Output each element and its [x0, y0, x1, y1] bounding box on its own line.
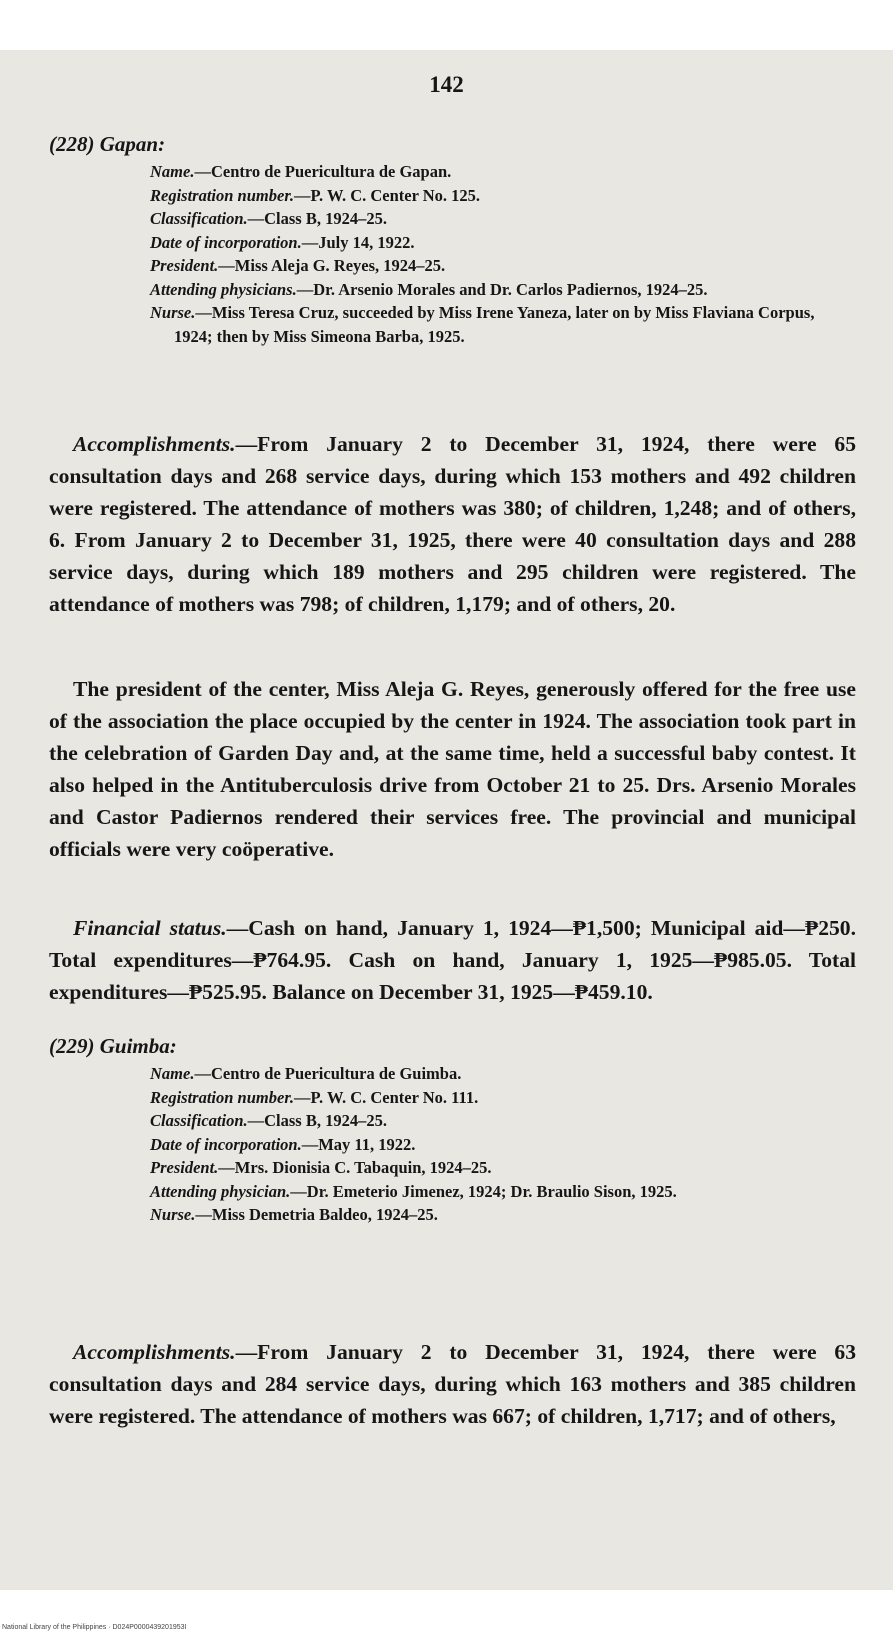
detail-incorporation: Date of incorporation.—July 14, 1922.: [150, 232, 415, 252]
detail-name: Name.—Centro de Puericultura de Guimba.: [150, 1064, 462, 1083]
section-place: Guimba:: [99, 1034, 177, 1058]
guimba-details: [150, 1062, 855, 1227]
gapan-details: [150, 160, 855, 348]
page-number: 142: [429, 72, 464, 97]
detail-name: Name.—Centro de Puericultura de Gapan.: [150, 162, 452, 181]
gapan-accomplishments: Accomplishments.—From January 2 to December 31, 1924, there were 65 consultation days and 268 service days, during which 153 mothers and 492 children were registered. The attendance of mothers was 380; of children, 1,248; and of others, 6. From January 2 to December 31, 1925, there were 40 consultation days and 288 service days, during which 189 mothers and 295 children were registered. The attendance of mothers was 798; of children, 1,179; and of others, 20.: [49, 432, 856, 616]
detail-president: President.—Mrs. Dionisia C. Tabaquin, 1924–25.: [150, 1158, 492, 1177]
gapan-financial-status: Financial status.—Cash on hand, January 1, 1924—₱1,500; Municipal aid—₱250. Total expenditures—₱764.95. Cash on hand, January 1, 1925—₱985.05. Total expenditures—₱525.95. Balance on December 31, 1925—₱459.10.: [49, 916, 856, 1004]
section-heading-guimba: [49, 1034, 177, 1059]
section-heading-gapan: [49, 132, 165, 157]
detail-president: President.—Miss Aleja G. Reyes, 1924–25.: [150, 256, 446, 275]
top-margin: [0, 0, 893, 50]
detail-classification: Classification.—Class B, 1924–25.: [150, 209, 387, 228]
section-number: (228): [49, 132, 95, 156]
detail-incorporation: Date of incorporation.—May 11, 1922.: [150, 1134, 416, 1154]
section-place: Gapan:: [99, 132, 166, 156]
detail-registration: Registration number.—P. W. C. Center No. 111.: [150, 1087, 479, 1107]
section-number: (229): [49, 1034, 95, 1058]
detail-physicians: Attending physicians.—Dr. Arsenio Morales and Dr. Carlos Padiernos, 1924–25.: [150, 279, 708, 299]
gapan-paragraph: The president of the center, Miss Aleja G. Reyes, generously offered for the free use of the association the place occupied by the center in 1924. The association took part in the celebration of Garden Day and, at the same time, held a successful baby contest. It also helped in the Antituberculosis drive from October 21 to 25. Drs. Arsenio Morales and Castor Padiernos rendered their services free. The provincial and municipal officials were very coöperative.: [49, 677, 856, 861]
detail-classification: Classification.—Class B, 1924–25.: [150, 1111, 387, 1130]
guimba-accomplishments: Accomplishments.—From January 2 to December 31, 1924, there were 63 consultation days and 284 service days, during which 163 mothers and 385 children were registered. The attendance of mothers was 667; of children, 1,717; and of others,: [49, 1340, 856, 1428]
footer-credit: National Library of the Philippines · D024P0000439201953I: [2, 1624, 187, 1631]
detail-nurse: Nurse.—Miss Teresa Cruz, succeeded by Miss Irene Yaneza, later on by Miss Flaviana Corpus, 1924; then by Miss Simeona Barba, 1925.: [150, 303, 815, 346]
detail-nurse: Nurse.—Miss Demetria Baldeo, 1924–25.: [150, 1205, 438, 1224]
document-page: [0, 50, 893, 1590]
detail-registration: Registration number.—P. W. C. Center No. 125.: [150, 185, 481, 205]
detail-physician: Attending physician.—Dr. Emeterio Jimenez, 1924; Dr. Braulio Sison, 1925.: [150, 1181, 677, 1201]
